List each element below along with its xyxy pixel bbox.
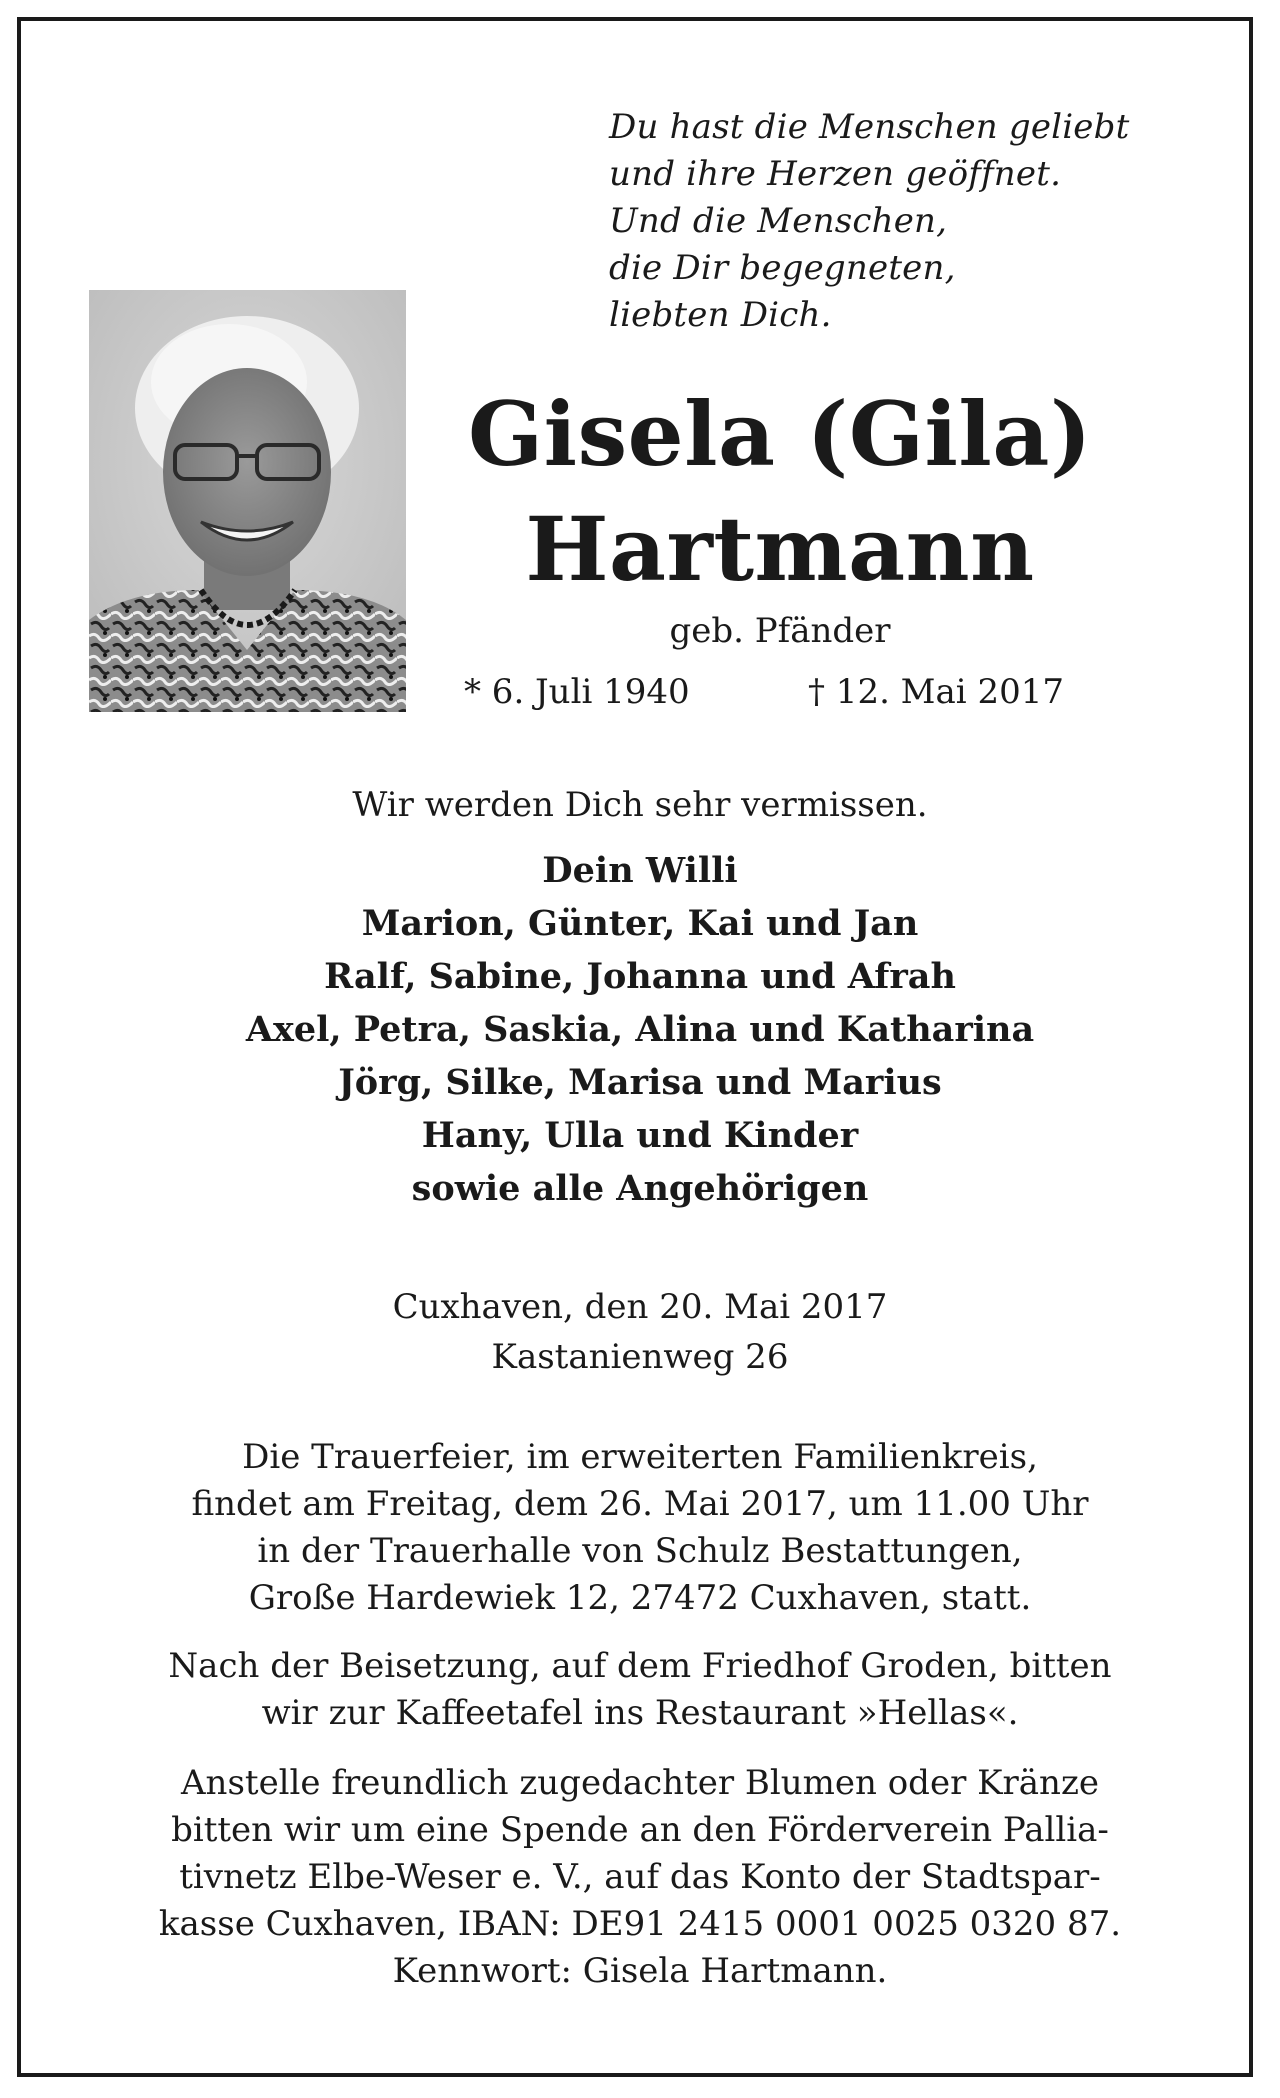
mourners-list (40, 844, 1240, 1215)
poem-line: Du hast die Menschen geliebt (609, 107, 1130, 147)
donation-paragraph (40, 1760, 1240, 1995)
mourner-line: Ralf, Sabine, Johanna und Afrah (324, 956, 956, 997)
place-block (40, 1282, 1240, 1382)
ceremony-line: Die Trauerfeier, im erweiterten Familienkreis, (242, 1437, 1038, 1477)
reception-line: wir zur Kaffeetafel ins Restaurant »Hellas«. (261, 1693, 1019, 1733)
death-date: † 12. Mai 2017 (808, 672, 1064, 712)
donation-line: Kennwort: Gisela Hartmann. (392, 1951, 888, 1991)
place-city-date: Cuxhaven, den 20. Mai 2017 (392, 1287, 888, 1327)
name-first: Gisela (Gila) (467, 382, 1092, 486)
reception-paragraph (40, 1643, 1240, 1737)
mourner-line: Dein Willi (542, 850, 738, 891)
donation-line: bitten wir um eine Spende an den Förderverein Pallia- (171, 1810, 1109, 1850)
birth-date: * 6. Juli 1940 (464, 672, 690, 712)
donation-line: Anstelle freundlich zugedachter Blumen oder Kränze (181, 1763, 1099, 1803)
ceremony-paragraph (40, 1434, 1240, 1622)
poem-line: Und die Menschen, (609, 201, 948, 241)
maiden-name: geb. Pfänder (669, 611, 891, 651)
mourner-line: sowie alle Angehörigen (411, 1168, 869, 1209)
poem (609, 104, 1249, 339)
portrait-image (89, 290, 406, 712)
mourner-line: Hany, Ulla und Kinder (421, 1115, 859, 1156)
mourner-line: Axel, Petra, Saskia, Alina und Katharina (245, 1009, 1035, 1050)
mourner-line: Marion, Günter, Kai und Jan (361, 903, 919, 944)
place-street: Kastanienweg 26 (491, 1337, 789, 1377)
donation-line: kasse Cuxhaven, IBAN: DE91 2415 0001 0025 0320 87. (158, 1904, 1122, 1944)
donation-line: tivnetz Elbe-Weser e. V., auf das Konto der Stadtspar- (179, 1857, 1101, 1897)
name-last: Hartmann (525, 497, 1035, 601)
ceremony-line: findet am Freitag, dem 26. Mai 2017, um 11.00 Uhr (191, 1484, 1089, 1524)
mourner-line: Jörg, Silke, Marisa und Marius (338, 1062, 942, 1103)
poem-line: liebten Dich. (609, 295, 832, 335)
ceremony-line: Große Hardewiek 12, 27472 Cuxhaven, statt. (248, 1578, 1032, 1618)
poem-line: und ihre Herzen geöffnet. (609, 154, 1062, 194)
reception-line: Nach der Beisetzung, auf dem Friedhof Groden, bitten (168, 1646, 1112, 1686)
ceremony-line: in der Trauerhalle von Schulz Bestattungen, (257, 1531, 1023, 1571)
poem-line: die Dir begegneten, (609, 248, 956, 288)
portrait-photo (89, 290, 406, 712)
miss-you-line: Wir werden Dich sehr vermissen. (352, 785, 928, 825)
